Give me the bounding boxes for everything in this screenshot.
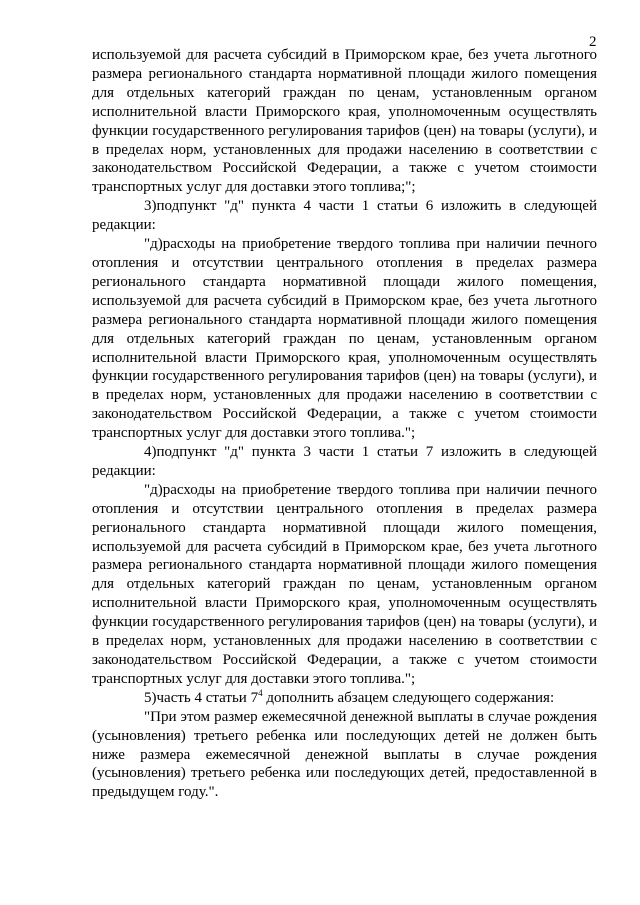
- item-5-text-end: дополнить абзацем следующего содержания:: [262, 689, 555, 706]
- paragraph-quote-item-5: "При этом размер ежемесячной денежной выплаты в случае рождения (усыновления) третьего ребенка или последующих детей не должен быть ниже размера ежемесячной денежной выплаты в случае рождения (усыновления) третьего ребенка или последующих детей, предоставленной в предыдущем году.".: [92, 708, 597, 801]
- paragraph-quote-item-3: "д)расходы на приобретение твердого топлива при наличии печного отопления и отсутствии центрального отопления в пределах размера регионального стандарта нормативной площади жилого помещения, используемой для расчета субсидий в Приморском крае, без учета льготного размера регионального стандарта нормативной площади жилого помещения для отдельных категорий граждан по ценам, установленным органом исполнительной власти Приморского края, уполномоченным осуществлять функции государственного регулирования тарифов (цен) на товары (услуги), и в пределах норм, установленных для продажи населению в соответствии с законодательством Российской Федерации, а также с учетом стоимости транспортных услуг для доставки этого топлива.";: [92, 236, 597, 442]
- paragraph-item-5: [92, 689, 597, 708]
- paragraph-continuation: используемой для расчета субсидий в Приморском крае, без учета льготного размера регионального стандарта нормативной площади жилого помещения для отдельных категорий граждан по ценам, установленным органом исполнительной власти Приморского края, уполномоченным осуществлять функции государственного регулирования тарифов (цен) на товары (услуги), и в пределах норм, установленных для продажи населению в соответствии с законодательством Российской Федерации, а также с учетом стоимости транспортных услуг для доставки этого топлива;";: [92, 47, 597, 196]
- superscript-index: 4: [258, 687, 263, 698]
- item-5-text-start: 5)часть 4 статьи 7: [144, 689, 259, 706]
- page-number: 2: [589, 34, 597, 50]
- paragraph-item-4: 4)подпункт "д" пункта 3 части 1 статьи 7 изложить в следующей редакции:: [92, 444, 597, 479]
- paragraph-quote-item-4: "д)расходы на приобретение твердого топлива при наличии печного отопления и отсутствии центрального отопления в пределах размера регионального стандарта нормативной площади жилого помещения, используемой для расчета субсидий в Приморском крае, без учета льготного размера регионального стандарта нормативной площади жилого помещения для отдельных категорий граждан по ценам, установленным органом исполнительной власти Приморского края, уполномоченным осуществлять функции государственного регулирования тарифов (цен) на товары (услуги), и в пределах норм, установленных для продажи населению в соответствии с законодательством Российской Федерации, а также с учетом стоимости транспортных услуг для доставки этого топлива.";: [92, 481, 597, 687]
- paragraph-item-3: 3)подпункт "д" пункта 4 части 1 статьи 6 изложить в следующей редакции:: [92, 198, 597, 234]
- document-body: [92, 46, 597, 802]
